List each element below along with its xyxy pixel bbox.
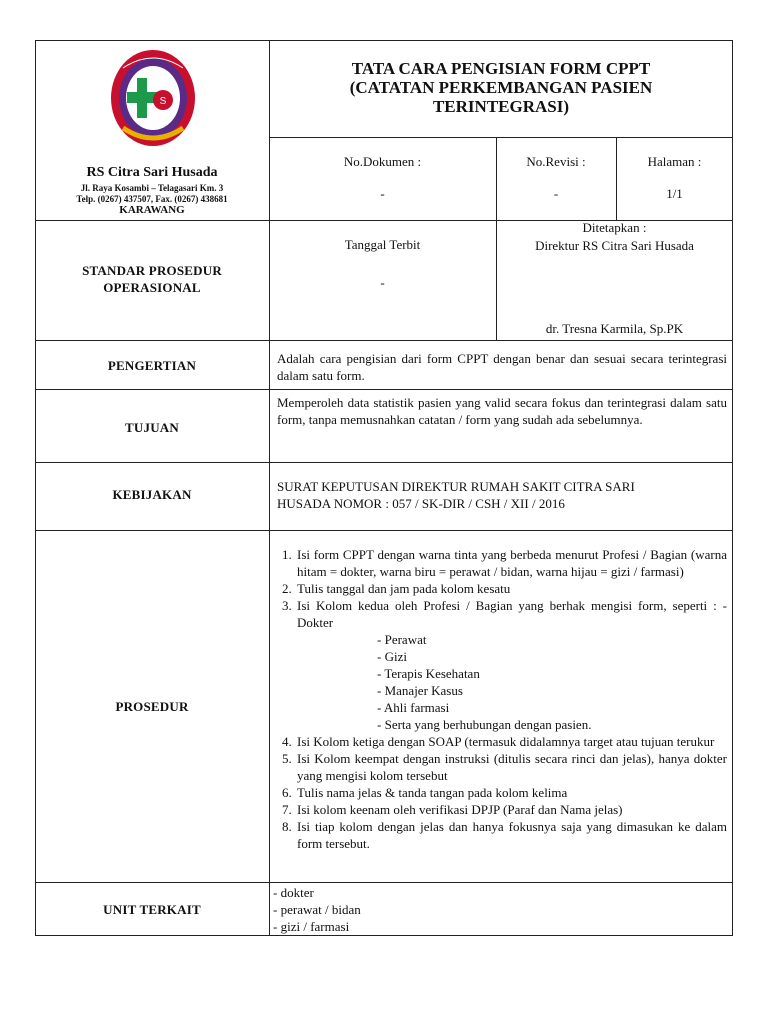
prosedur-label: PROSEDUR xyxy=(115,699,189,714)
prosedur-step-8: 8. Isi tiap kolom dengan jelas dan hanya fokusnya saja yang dimasukan ke dalam form tersebut. xyxy=(295,818,727,852)
profesi-item: - Serta yang berhubungan dengan pasien. xyxy=(375,716,727,733)
svg-text:S: S xyxy=(159,96,167,107)
prosedur-step-2: 2. Tulis tanggal dan jam pada kolom kesatu xyxy=(295,580,727,597)
tujuan-text: Memperoleh data statistik pasien yang valid secara fokus dan terintegrasi dalam satu form, tanpa memusnahkan catatan / form yang sudah ada sebelumnya. xyxy=(277,395,727,427)
tanggal-terbit-value: - xyxy=(380,275,385,290)
prosedur-step-1: 1. Isi form CPPT dengan warna tinta yang berbeda menurut Profesi / Bagian (warna hitam = dokter, warna biru = perawat / bidan, warna hijau = gizi / farmasi) xyxy=(295,546,727,580)
kebijakan-label: KEBIJAKAN xyxy=(112,487,192,502)
no-revisi-value: - xyxy=(553,186,559,201)
prosedur-step-6: 6. Tulis nama jelas & tanda tangan pada kolom kelima xyxy=(295,784,727,801)
unit-item: - gizi / farmasi xyxy=(273,918,727,935)
docinfo-divider-2 xyxy=(616,137,617,221)
ditetapkan-label: Ditetapkan : xyxy=(582,220,647,235)
halaman-value: 1/1 xyxy=(666,186,683,201)
sop-label-line-1: STANDAR PROSEDUR xyxy=(82,263,222,278)
kebijakan-line-1: SURAT KEPUTUSAN DIREKTUR RUMAH SAKIT CITRA SARI xyxy=(277,479,635,494)
sop-label-line-2: OPERASIONAL xyxy=(103,280,201,295)
kebijakan-line-2: HUSADA NOMOR : 057 / SK-DIR / CSH / XII / 2016 xyxy=(277,496,565,511)
tanggal-terbit-label: Tanggal Terbit xyxy=(344,237,421,252)
title-line-2: (CATATAN PERKEMBANGAN PASIEN xyxy=(349,78,653,97)
row-divider-tujuan xyxy=(35,462,733,463)
prosedur-step-4: 4. Isi Kolom ketiga dengan SOAP (termasuk didalamnya target atau tujuan terukur xyxy=(295,733,727,750)
hospital-address-2: Telp. (0267) 437507, Fax. (0267) 438681 xyxy=(76,194,228,204)
unit-terkait-label: UNIT TERKAIT xyxy=(103,902,201,917)
profesi-item: - Ahli farmasi xyxy=(375,699,727,716)
prosedur-step-3-text: Isi Kolom kedua oleh Profesi / Bagian yang berhak mengisi form, seperti : - Dokter xyxy=(297,598,727,630)
profesi-item: - Terapis Kesehatan xyxy=(375,665,727,682)
row-divider-prosedur xyxy=(35,882,733,883)
sop-document xyxy=(35,40,733,936)
signatory-name: dr. Tresna Karmila, Sp.PK xyxy=(545,321,684,336)
profesi-item: - Perawat xyxy=(375,631,727,648)
hospital-city: KARAWANG xyxy=(119,204,185,216)
pengertian-text: Adalah cara pengisian dari form CPPT dengan benar dan sesuai secara terintegrasi dalam satu form. xyxy=(277,351,727,383)
no-dokumen-label: No.Dokumen : xyxy=(343,154,422,169)
prosedur-step-3 xyxy=(295,597,727,733)
pengertian-label: PENGERTIAN xyxy=(107,358,197,373)
ditetapkan-by: Direktur RS Citra Sari Husada xyxy=(535,238,694,253)
unit-item: - perawat / bidan xyxy=(273,901,727,918)
hospital-logo xyxy=(109,48,197,148)
border-right xyxy=(732,40,733,936)
prosedur-step-5: 5. Isi Kolom keempat dengan instruksi (ditulis secara rinci dan jelas), hanya dokter yang mengisi kolom tersebut xyxy=(295,750,727,784)
document-title xyxy=(269,59,733,116)
profesi-item: - Gizi xyxy=(375,648,727,665)
column-divider xyxy=(269,40,270,936)
profesi-item: - Manajer Kasus xyxy=(375,682,727,699)
hospital-name: RS Citra Sari Husada xyxy=(86,165,218,180)
border-top xyxy=(35,40,733,41)
title-line-1: TATA CARA PENGISIAN FORM CPPT xyxy=(351,59,651,78)
prosedur-steps xyxy=(273,546,727,852)
title-divider xyxy=(269,137,733,138)
prosedur-step-7: 7. Isi kolom keenam oleh verifikasi DPJP (Paraf dan Nama jelas) xyxy=(295,801,727,818)
sop-label xyxy=(35,262,269,296)
kebijakan-text xyxy=(277,478,727,512)
hospital-address-1: Jl. Raya Kosambi – Telagasari Km. 3 xyxy=(80,183,224,193)
row-divider-kebijakan xyxy=(35,530,733,531)
tujuan-label: TUJUAN xyxy=(125,420,179,435)
row-divider-pengertian xyxy=(35,389,733,390)
no-dokumen-value: - xyxy=(380,186,385,201)
unit-item: - dokter xyxy=(273,884,727,901)
unit-terkait-list xyxy=(273,884,727,935)
title-line-3: TERINTEGRASI) xyxy=(432,97,570,116)
row-divider-sop xyxy=(35,340,733,341)
halaman-label: Halaman : xyxy=(647,154,702,169)
border-bottom xyxy=(35,935,733,936)
no-revisi-label: No.Revisi : xyxy=(526,154,586,169)
